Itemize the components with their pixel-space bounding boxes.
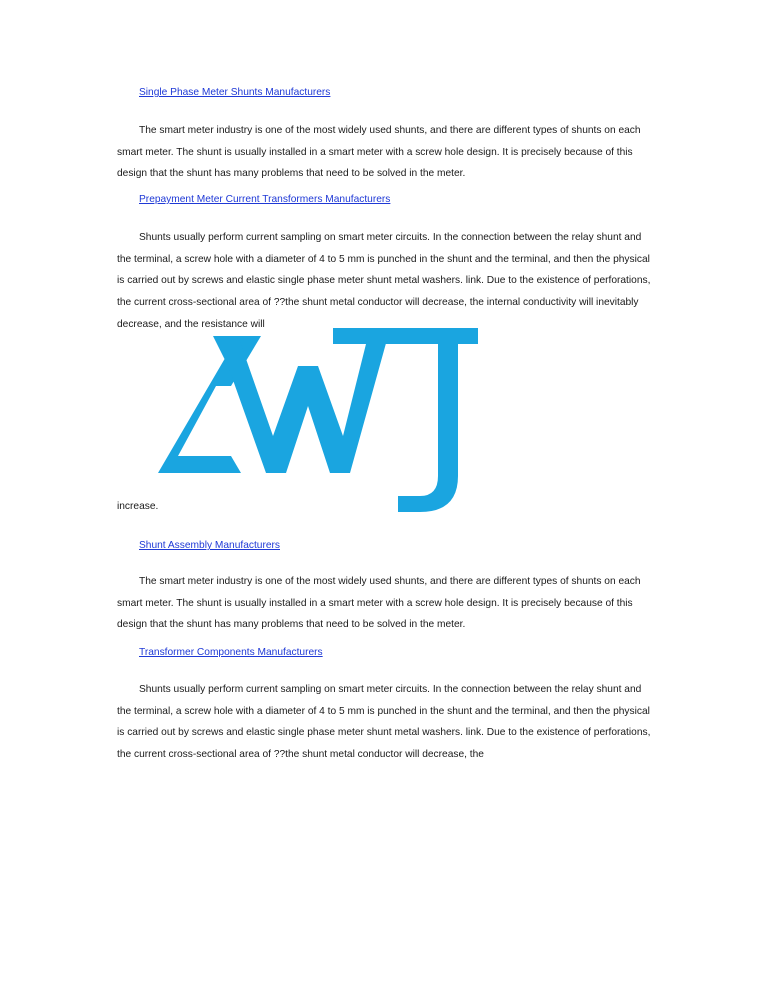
paragraph-tail-text: increase.	[117, 501, 159, 512]
paragraph-smart-meter-industry: The smart meter industry is one of the most widely used shunts, and there are different types of shunts on each smart meter. The shunt is usually installed in a smart meter with a screw hole design. It is precisely because of this design that the shunt has many problems that need to be solved in the meter.	[117, 125, 641, 180]
link-shunt-assembly[interactable]: Shunt Assembly Manufacturers	[139, 540, 280, 551]
paragraph-current-sampling-2: Shunts usually perform current sampling on smart meter circuits. In the connection between the relay shunt and the terminal, a screw hole with a diameter of 4 to 5 mm is punched in the shunt and the terminal, and then the physical is carried out by screws and elastic single phase meter shunt metal washers. link. Due to the existence of perforations, the current cross-sectional area of ??the shunt metal conductor will decrease, the	[117, 684, 651, 761]
link-prepayment-meter-current-transformers[interactable]: Prepayment Meter Current Transformers Manufacturers	[139, 194, 391, 205]
awj-logo-icon	[158, 326, 478, 512]
link-single-phase-meter-shunts[interactable]: Single Phase Meter Shunts Manufacturers	[139, 87, 331, 98]
paragraph-current-sampling: Shunts usually perform current sampling on smart meter circuits. In the connection between the relay shunt and the terminal, a screw hole with a diameter of 4 to 5 mm is punched in the shunt and the terminal, and then the physical is carried out by screws and elastic single phase meter shunt metal washers. link. Due to the existence of perforations, the current cross-sectional area of ??the shunt metal conductor will decrease, the internal conductivity will inevitably decrease, and the resistance will	[117, 232, 651, 330]
paragraph-smart-meter-industry-2: The smart meter industry is one of the most widely used shunts, and there are different types of shunts on each smart meter. The shunt is usually installed in a smart meter with a screw hole design. It is precisely because of this design that the shunt has many problems that need to be solved in the meter.	[117, 576, 641, 631]
link-transformer-components[interactable]: Transformer Components Manufacturers	[139, 647, 323, 658]
